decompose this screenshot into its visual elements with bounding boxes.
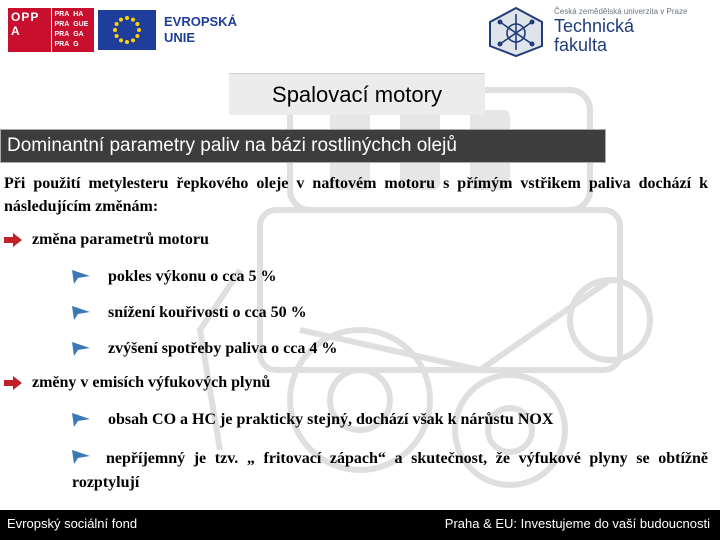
eu-flag-icon [98,10,156,50]
faculty-name [554,17,634,55]
eu-logo-text [164,14,237,46]
technicka-fakulta-logo [472,4,716,60]
faculty-name-line2: fakulta [554,35,608,55]
eu-logo-line1: EVROPSKÁ [164,14,237,29]
faculty-name-line1: Technická [554,16,635,36]
footer-right-text: Praha & EU: Investujeme do vaší budoucnosti [444,516,710,531]
slide-title: Spalovací motory [229,73,485,115]
bullet-item [4,374,270,392]
praha-cell: PRA [54,41,70,48]
sub-bullet-item [72,447,708,495]
red-arrow-bullet-icon [4,233,24,247]
opp-logo-mark: OPP A [8,8,51,52]
slide-subtitle: Dominantní parametry paliv na bázi rostlinýchch olejů [0,129,606,163]
praha-cell: G [73,41,79,48]
faculty-emblem-icon [486,6,546,58]
blue-chevron-bullet-icon [72,342,90,356]
bullet-label: změna parametrů motoru [32,231,209,248]
sub-bullet-item [72,304,307,322]
footer-left-text: Evropský sociální fond [7,516,138,531]
eu-logo-line2: UNIE [164,30,196,45]
praha-cell: GA [73,31,84,38]
sub-bullet-item [72,340,337,358]
sub-bullet-label: pokles výkonu o cca 5 % [108,268,277,285]
blue-chevron-bullet-icon [72,450,90,464]
sub-bullet-label: nepříjemný je tzv. „ fritovací zápach“ a skutečnost, že výfukové plyny se obtížně rozptylují [72,450,708,491]
sub-bullet-item [72,268,276,286]
praha-cell: HA [73,11,84,18]
opp-praha-logo [8,8,94,52]
red-arrow-bullet-icon [4,376,24,390]
footer-bar [0,510,720,540]
bullet-label: změny v emisích výfukových plynů [32,374,271,391]
eu-logo [98,8,238,52]
praha-logo-grid [52,8,94,52]
blue-chevron-bullet-icon [72,270,90,284]
blue-chevron-bullet-icon [72,306,90,320]
praha-cell: GUE [73,21,89,28]
sub-bullet-label: obsah CO a HC je prakticky stejný, dochází však k nárůstu NOX [108,411,554,428]
blue-chevron-bullet-icon [72,413,90,427]
sub-bullet-label: zvýšení spotřeby paliva o cca 4 % [108,340,338,357]
sub-bullet-item [72,411,553,429]
praha-cell: PRA [54,11,70,18]
intro-paragraph: Při použití metylesteru řepkového oleje v naftovém motoru s přímým vstřikem paliva dochází k následujícím změnám: [4,175,708,215]
sub-bullet-label: snížení kouřivosti o cca 50 % [108,304,307,321]
praha-cell: PRA [54,31,70,38]
bullet-item [4,231,209,249]
university-name: Česká zemědělská univerzita v Praze [554,7,688,16]
praha-cell: PRA [54,21,70,28]
